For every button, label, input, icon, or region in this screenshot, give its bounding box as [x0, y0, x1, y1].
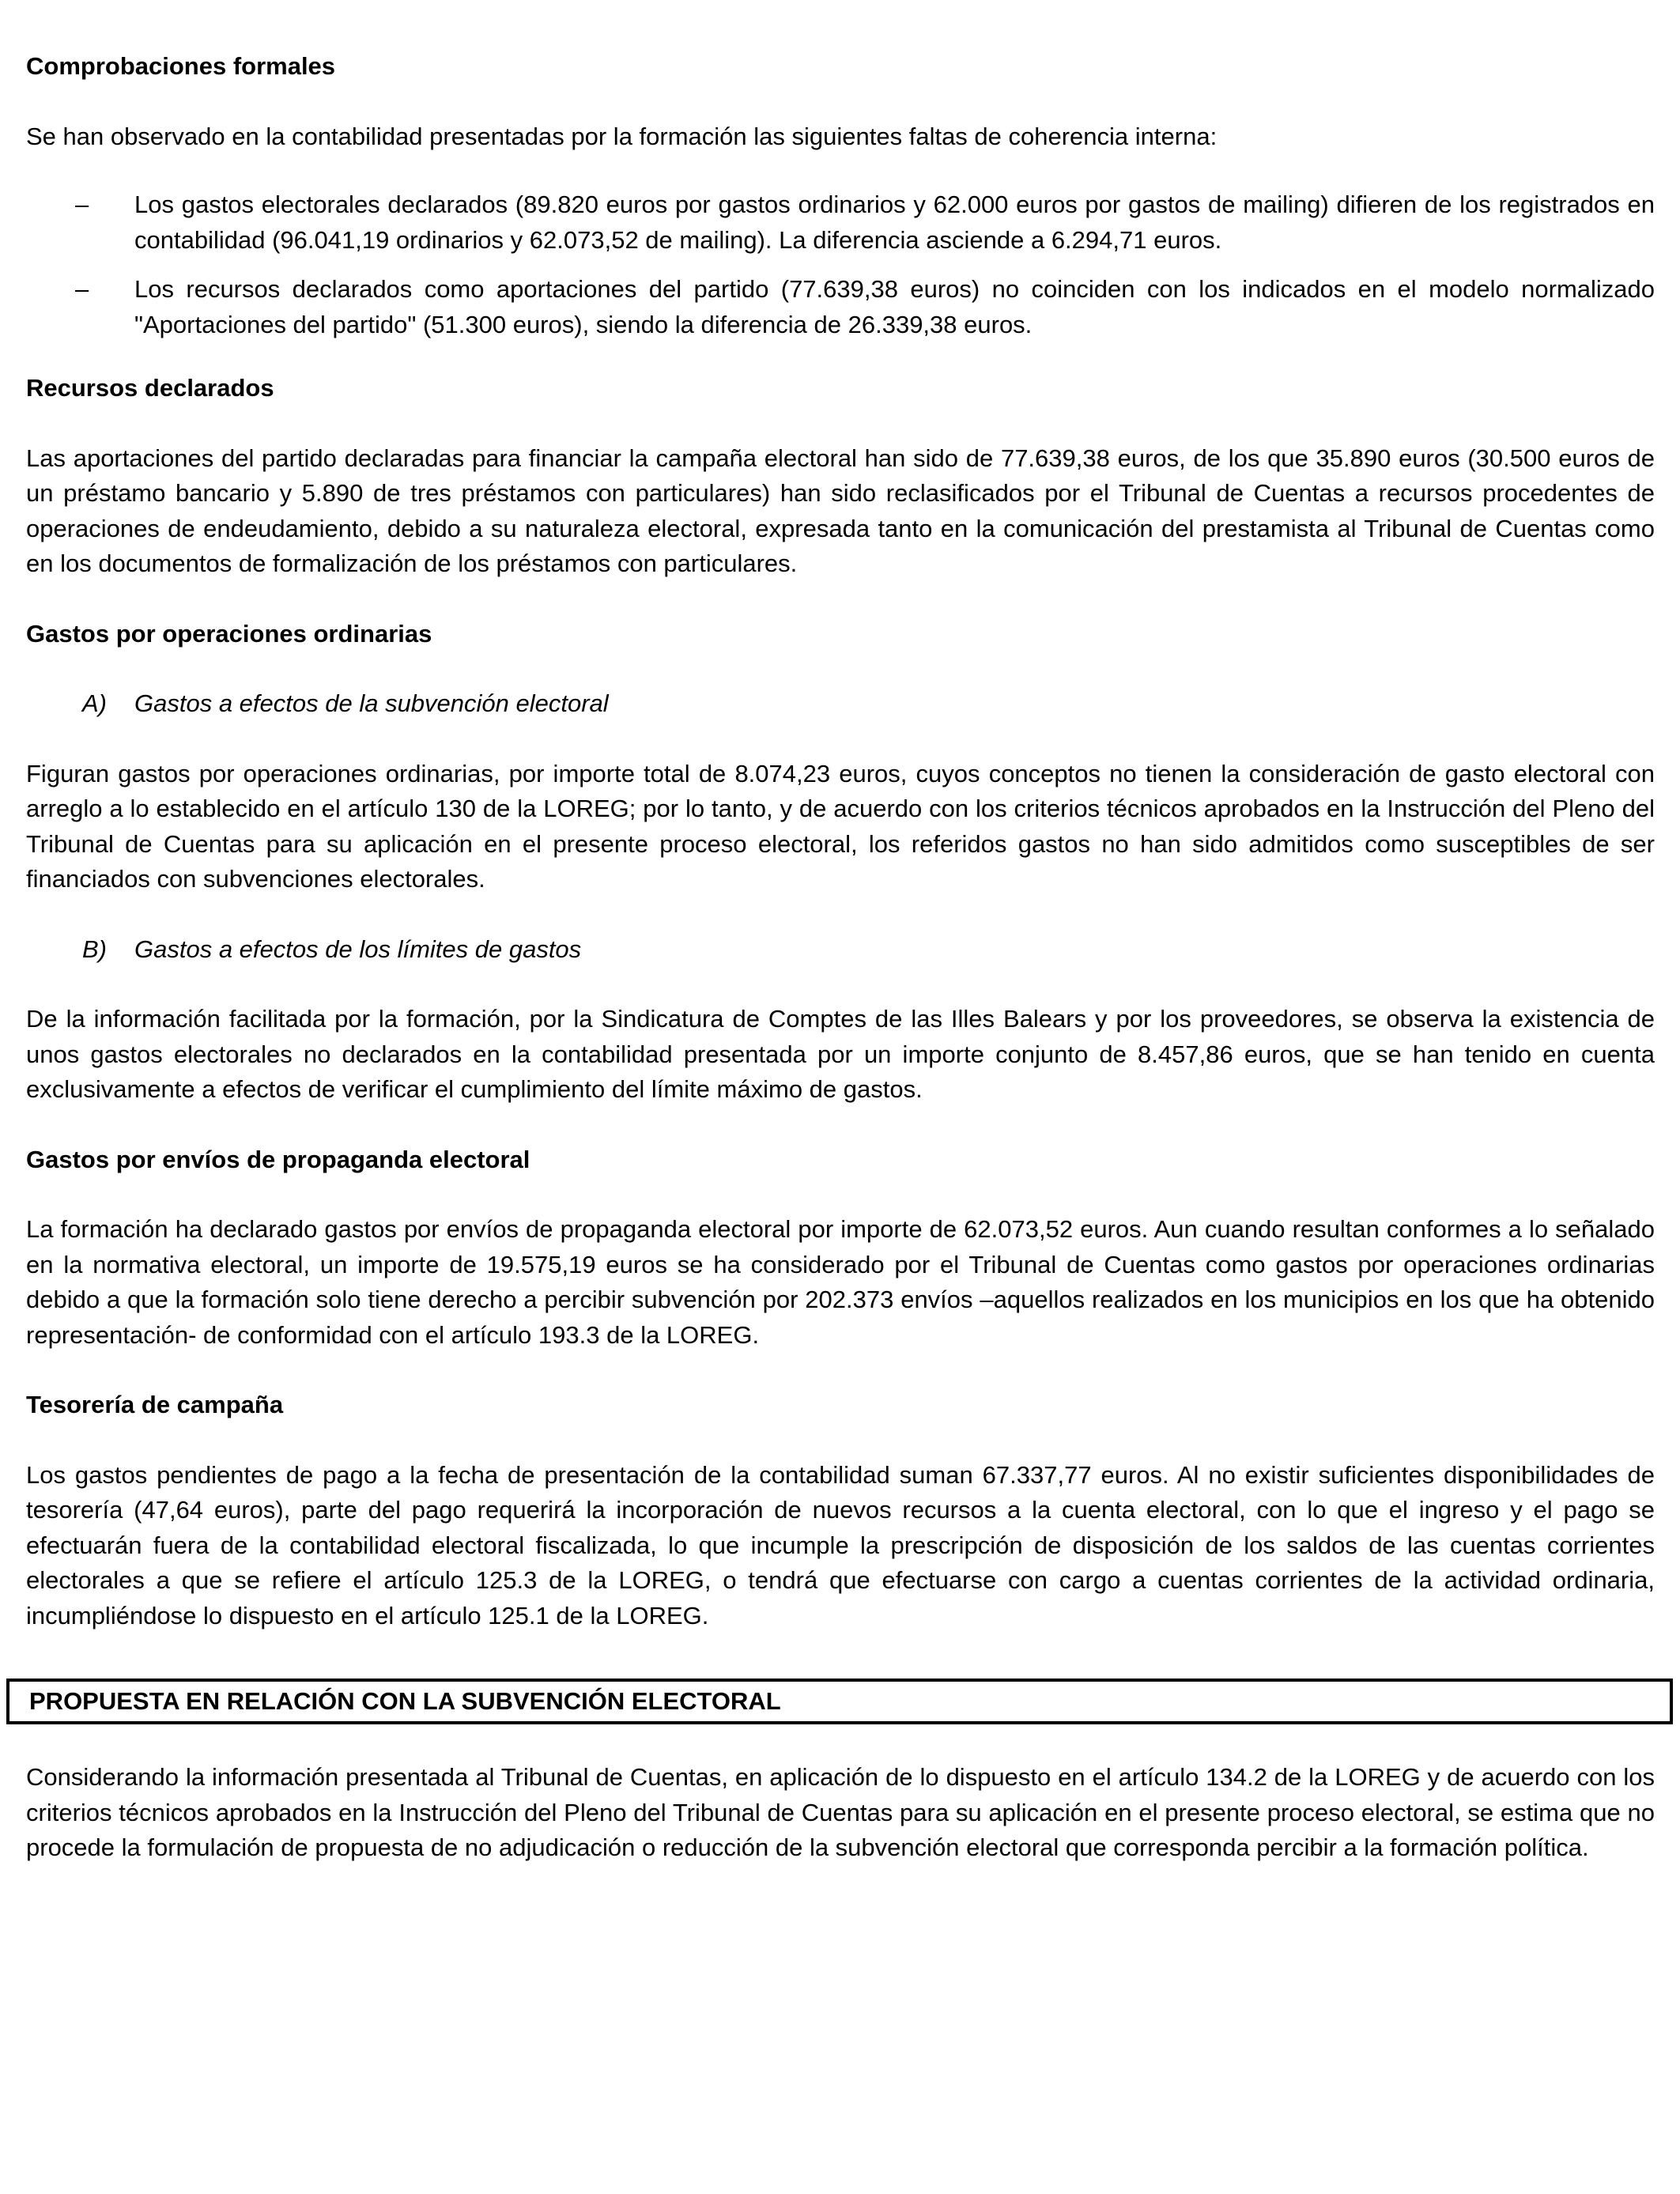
propuesta-body: Considerando la información presentada al Tribunal de Cuentas, en aplicación de lo dispuesto en el artículo 134.2 de la LOREG y de acuerdo con los criterios técnicos aprobados en la Instrucción del Pleno del Tribunal de Cuentas para su aplicación en el presente proceso electoral, se estima que no procede la formulación de propuesta de no adjudicación o reducción de la subvención electoral que corresponda percibir a la formación política. — [26, 1763, 1655, 1861]
comprobaciones-intro: Se han observado en la contabilidad presentadas por la formación las siguientes faltas de coherencia interna: — [26, 122, 1218, 150]
section-title-propuesta: PROPUESTA EN RELACIÓN CON LA SUBVENCIÓN ELECTORAL — [29, 1687, 781, 1715]
list-item — [26, 272, 1655, 342]
propuesta-section — [26, 1760, 1655, 1866]
section-title-comprobaciones: Comprobaciones formales — [26, 52, 336, 80]
tesoreria-body: Los gastos pendientes de pago a la fecha de presentación de la contabilidad suman 67.337,77 euros. Al no existir suficientes disponibilidades de tesorería (47,64 euros), parte del pago requerirá la incorporación de nuevos recursos a la cuenta electoral, con lo que el ingreso y el pago se efectuarán fuera de la contabilidad electoral fiscalizada, lo que incumple la prescripción de disposición de los saldos de las cuentas corrientes electorales a que se refiere el artículo 125.3 de la LOREG, o tendrá que efectuarse con cargo a cuentas corrientes de la actividad ordinaria, incumpliéndose lo dispuesto en el artículo 125.1 de la LOREG. — [26, 1460, 1655, 1629]
dash-bullet: – — [75, 275, 89, 303]
section-title-tesoreria: Tesorería de campaña — [26, 1391, 284, 1418]
subsection-a-title — [26, 686, 1655, 722]
propuesta-heading-box — [6, 1679, 1673, 1724]
section-title-envios: Gastos por envíos de propaganda electoral — [26, 1145, 530, 1173]
subsection-b-title — [26, 932, 1655, 968]
document-body — [26, 49, 1655, 1633]
subsection-b-body: De la información facilitada por la formación, por la Sindicatura de Comptes de las Illes Balears y por los proveedores, se observa la existencia de unos gastos electorales no declarados en la contabilidad presentada por un importe conjunto de 8.457,86 euros, que se han tenido en cuenta exclusivamente a efectos de verificar el cumplimiento del límite máximo de gastos. — [26, 1005, 1655, 1103]
subsection-b-text: Gastos a efectos de los límites de gastos — [134, 935, 582, 963]
list-item-text: Los gastos electorales declarados (89.820 euros por gastos ordinarios y 62.000 euros por gastos de mailing) difieren de los registrados en contabilidad (96.041,19 ordinarios y 62.073,52 de mailing). La diferencia asciende a 6.294,71 euros. — [134, 191, 1655, 254]
subsection-a-text: Gastos a efectos de la subvención electoral — [134, 689, 609, 717]
list-item-text: Los recursos declarados como aportaciones del partido (77.639,38 euros) no coinciden con los indicados en el modelo normalizado "Aportaciones del partido" (51.300 euros), siendo la diferencia de 26.339,38 euros. — [134, 275, 1655, 338]
envios-body: La formación ha declarado gastos por envíos de propaganda electoral por importe de 62.073,52 euros. Aun cuando resultan conformes a lo señalado en la normativa electoral, un importe de 19.575,19 euros se ha considerado por el Tribunal de Cuentas como gastos por operaciones ordinarias debido a que la formación solo tiene derecho a percibir subvención por 202.373 envíos –aquellos realizados en los municipios en los que ha obtenido representación- de conformidad con el artículo 193.3 de la LOREG. — [26, 1215, 1655, 1349]
section-title-recursos: Recursos declarados — [26, 374, 274, 402]
subsection-a-letter: A) — [82, 689, 107, 717]
section-title-gastos-ordinarias: Gastos por operaciones ordinarias — [26, 619, 432, 648]
recursos-body: Las aportaciones del partido declaradas para financiar la campaña electoral han sido de 77.639,38 euros, de los que 35.890 euros (30.500 euros de un préstamo bancario y 5.890 de tres préstamos con particulares) han sido reclasificados por el Tribunal de Cuentas a recursos procedentes de operaciones de endeudamiento, debido a su naturaleza electoral, expresada tanto en la comunicación del prestamista al Tribunal de Cuentas como en los documentos de formalización de los préstamos con particulares. — [26, 444, 1655, 577]
list-item — [26, 187, 1655, 258]
comprobaciones-list — [26, 187, 1655, 342]
subsection-a-body: Figuran gastos por operaciones ordinarias, por importe total de 8.074,23 euros, cuyos conceptos no tienen la consideración de gasto electoral con arreglo a lo establecido en el artículo 130 de la LOREG; por lo tanto, y de acuerdo con los criterios técnicos aprobados en la Instrucción del Pleno del Tribunal de Cuentas para su aplicación en el presente proceso electoral, los referidos gastos no han sido admitidos como susceptibles de ser financiados con subvenciones electorales. — [26, 759, 1655, 893]
subsection-b-letter: B) — [82, 935, 107, 963]
dash-bullet: – — [75, 191, 89, 218]
